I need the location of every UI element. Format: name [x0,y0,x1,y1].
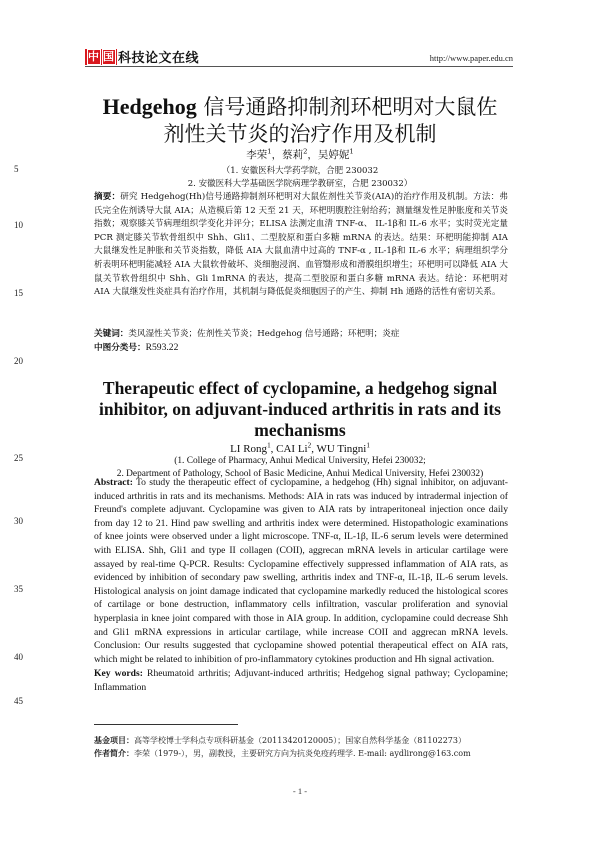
line-number: 45 [14,696,23,706]
journal-header [85,48,513,67]
author: CAI Li [276,443,308,455]
english-title: Therapeutic effect of cyclopamine, a hedgehog signal inhibitor, on adjuvant-induced arthritis in rats and its mechanisms [99,378,501,440]
abstract-text: 研究 Hedgehog(Hh)信号通路抑制剂环杷明对大鼠佐剂性关节炎(AIA)的治疗作用及机制。方法：弗氏完全佐剂诱导大鼠 AIA；从造模后第 12 天至 21 天，环杷明腹腔注射给药；测量继发性足肿胀度和关节炎指数；观察膝关节病理组织学变化并评分；ELISA 法测定血清 TNF-α、 IL-1β和 IL-6 水平；实时荧光定量 PCR 测定膝关节软骨组织中 Shh、Gli1、二型胶原和蛋白多糖 mRNA 的表达。结果：环杷明能抑制 AIA 大鼠继发性足肿胀和关节炎指数，降低 AIA 大鼠血清中过高的 TNF-α , IL-1β和 IL-6 水平；病理组织学分析表明环杷明能减轻 AIA 大鼠软骨破坏、炎细胞浸润、血管翳形成和滑膜组织增生；环杷明可以降低 AIA 大鼠关节软骨组织中 Shh、Gli 1mRNA 的表达，提高二型胶原和蛋白多糖 mRNA 表达。结论：环杷明对 AIA 大鼠继发性炎症具有治疗作用，其机制与降低促炎细胞因子的产生、抑制 Hh 通路的活性有密切关系。 [94,192,508,298]
english-affiliation-2: 2. Department of Pathology, School of Basic Medicine, Anhui Medical University, Hefei 230032) [116,469,484,479]
chinese-affiliation-1: （1. 安徽医科大学药学院，合肥 230032 [221,166,379,176]
abstract-label: 摘要： [94,192,121,202]
page-number: - 1 - [292,786,308,796]
chinese-classification: 中图分类号：R593.22 [94,342,179,353]
line-number: 35 [14,584,23,594]
author: 吴婷妮 [317,149,350,161]
line-number: 15 [14,288,23,298]
author-bio-note: 作者简介：李荣（1979-），男，副教授，主要研究方向为抗炎免疫药理学. E-mail: aydlirong@163.com [94,749,471,758]
english-keywords: Key words: Rheumatoid arthritis; Adjuvant-induced arthritis; Hedgehog signal pathway; Cyclopamine; Inflammation [94,668,508,693]
logo-text: 科技论文在线 [118,51,200,66]
author: 李荣 [246,149,268,161]
english-authors: LI Rong$^1$, CAI Li$^2$, WU Tingni$^1$ [230,441,370,455]
line-number: 10 [14,220,23,230]
line-number: 30 [14,516,23,526]
chinese-keywords: 关键词：类风湿性关节炎；佐剂性关节炎；Hedgehog 信号通路；环杷明；炎症 [94,329,400,339]
line-number: 5 [14,164,19,174]
chinese-abstract [94,191,508,300]
journal-url[interactable]: http://www.paper.edu.cn [429,53,513,63]
author: WU Tingni [316,443,367,455]
abstract-label: Abstract: [94,477,133,488]
chinese-title: Hedgehog 信号通路抑制剂环杷明对大鼠佐 剂性关节炎的治疗作用及机制 [102,94,498,146]
author: 蔡莉 [282,149,304,161]
line-number: 25 [14,453,23,463]
line-number: 40 [14,652,23,662]
journal-logo[interactable] [85,48,199,65]
english-affiliation-1: (1. College of Pharmacy, Anhui Medical University, Hefei 230032; [174,456,426,466]
logo-red-block: 中 国 [85,49,117,65]
funding-note: 基金项目：高等学校博士学科点专项科研基金（20113420120005）；国家自然科学基金（81102273） [94,736,466,745]
abstract-text: To study the therapeutic effect of cyclopamine, a hedgehog (Hh) signal inhibitor, on adjuvant-induced arthritis in rats and its mechanisms. Methods: AIA in rats was induced by intradermal injection of Freund's complete adjuvant. Cyclopamine was given to AIA rats by intraperitoneal injection once daily from day 12 to 21. Hind paw swelling and arthritis index were determined. Histopathologic examinations of knee joints were observed under a light microscope. TNF-α, IL-1β, IL-6 serum levels were determined with ELISA. Shh, Gli1 and type II collagen (COII), aggrecan mRNA levels in articular cartilage were assayed by real-time Q-PCR. Results: Cyclopamine effectively suppressed inflammation of AIA rats, as evidenced by inhibition of secondary paw swelling, arthritis index and TNF-α, IL-1β, IL-6 serum levels. Histological analysis on joint damage indicated that cyclopamine markedly reduced the histological scores of cartilage or bone destruction, inflammatory cells infiltration, vascular proliferation and synovial hyperplasia in knee joint compared with those in AIA group. In addition, cyclopamine could decrease Shh and Gli1 mRNA expressions in articular cartilage, while increase COII and aggrecan mRNA levels. Conclusion: Our results suggested that cyclopamine showed potential therapeutical effect on AIA rats, which might be related to inhibition of pro-inflammatory cytokines production and Hh signal activation. [94,477,508,665]
footnote-divider [94,724,238,725]
english-abstract [94,476,508,666]
chinese-authors: 李荣$^1$，蔡莉$^2$，吴婷妮$^1$ [246,147,354,161]
line-number: 20 [14,356,23,366]
author: LI Rong [230,443,268,455]
chinese-affiliation-2: 2. 安徽医科大学基础医学院病理学教研室，合肥 230032） [187,179,413,189]
